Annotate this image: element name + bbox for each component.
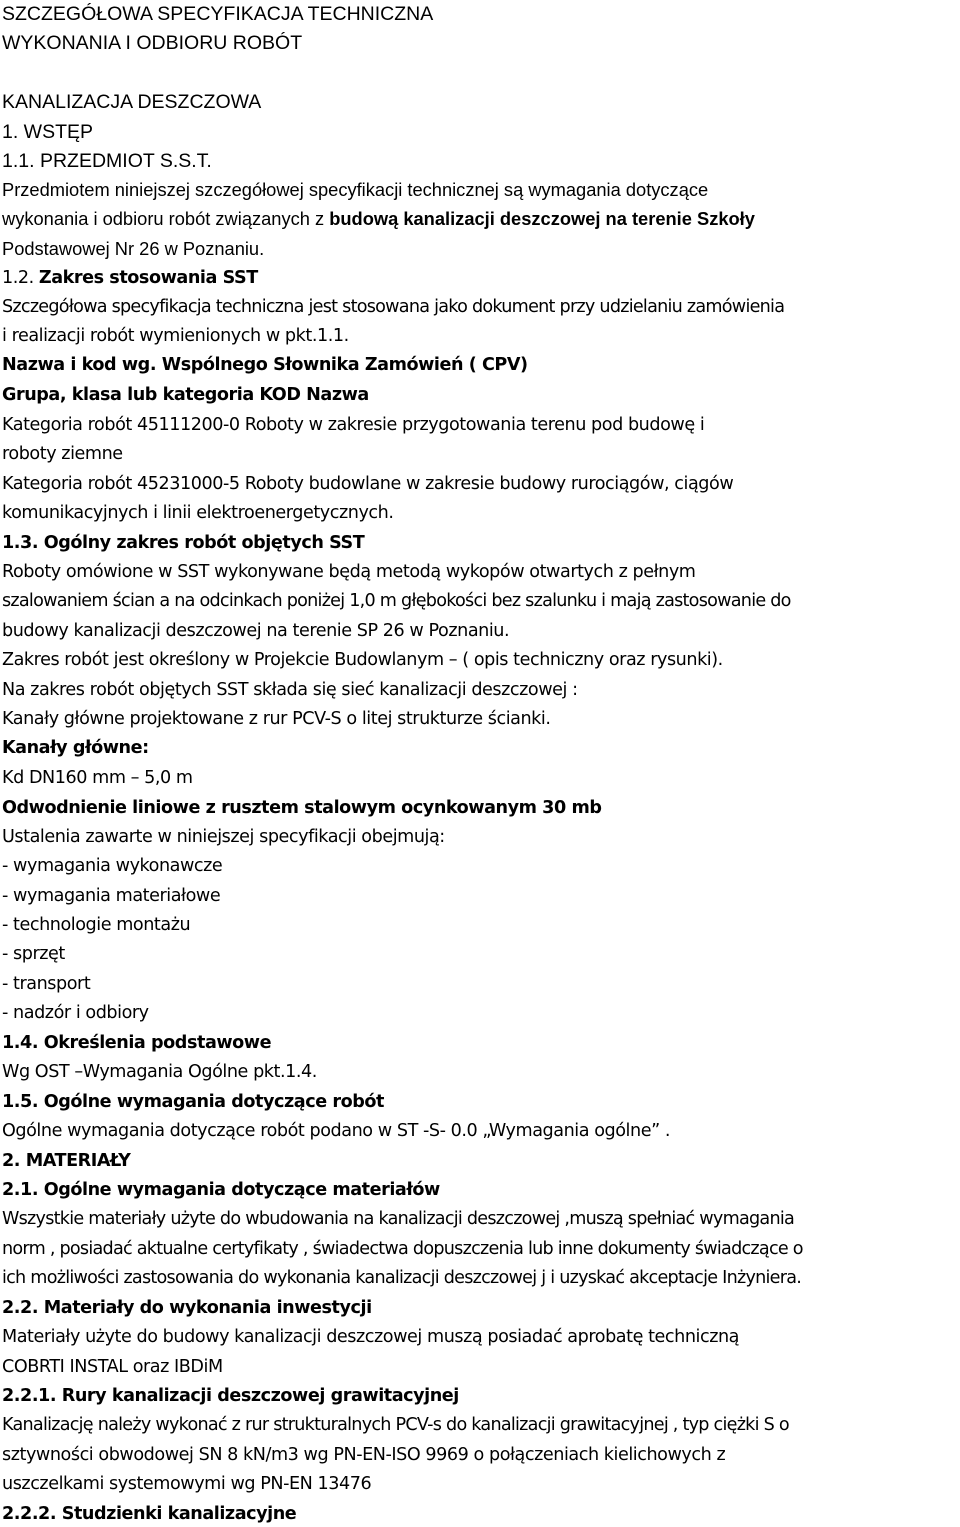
paragraph-1-emphasis: budową kanalizacji deszczowej na terenie Szkoły	[329, 208, 755, 229]
cpv-item-1-line-2: roboty ziemne	[2, 444, 123, 464]
main-channels-heading: Kanały główne:	[2, 738, 149, 758]
section-heading-2-2: 2.2. Materiały do wykonania inwestycji	[2, 1298, 372, 1318]
paragraph-2-line-1: Szczegółowa specyfikacja techniczna jest stosowana jako dokument przy udzielaniu zamówienia	[2, 297, 785, 317]
section-heading-1-1: 1.1. PRZEDMIOT S.S.T.	[2, 150, 212, 172]
paragraph-11-line-2: COBRTI INSTAL oraz IBDiM	[2, 1357, 223, 1377]
list-item: - wymagania materiałowe	[2, 886, 221, 906]
paragraph-11-line-1: Materiały użyte do budowy kanalizacji deszczowej muszą posiadać aprobatę techniczną	[2, 1327, 740, 1347]
list-item: - sprzęt	[2, 944, 65, 964]
section-heading-1-3: 1.3. Ogólny zakres robót objętych SST	[2, 533, 365, 553]
paragraph-10-line-3: ich możliwości zastosowania do wykonania kanalizacji deszczowej j i uzyskać akceptacje Inżyniera.	[2, 1268, 802, 1288]
list-item: - technologie montażu	[2, 915, 191, 935]
drainage-heading: Odwodnienie liniowe z rusztem stalowym ocynkowanym 30 mb	[2, 798, 602, 818]
paragraph-10-line-1: Wszystkie materiały użyte do wbudowania na kanalizacji deszczowej ,muszą spełniać wymagania	[2, 1209, 795, 1229]
paragraph-6: Kanały główne projektowane z rur PCV-S o litej strukturze ścianki.	[2, 709, 551, 729]
paragraph-3-line-2: szalowaniem ścian a na odcinkach poniżej 1,0 m głębokości bez szalunku i mają zastosowanie do	[2, 591, 791, 611]
paragraph-4: Zakres robót jest określony w Projekcie Budowlanym – ( opis techniczny oraz rysunki).	[2, 650, 723, 670]
document-title-line-1: SZCZEGÓŁOWA SPECYFIKACJA TECHNICZNA	[2, 3, 434, 25]
cpv-item-2-line-1: Kategoria robót 45231000-5 Roboty budowlane w zakresie budowy rurociągów, ciągów	[2, 474, 734, 494]
cpv-group-heading: Grupa, klasa lub kategoria KOD Nazwa	[2, 385, 369, 405]
cpv-heading: Nazwa i kod wg. Wspólnego Słownika Zamówień ( CPV)	[2, 355, 528, 375]
cpv-item-1-line-1: Kategoria robót 45111200-0 Roboty w zakresie przygotowania terenu pod budowę i	[2, 415, 705, 435]
paragraph-1-line-3: Podstawowej Nr 26 w Poznaniu.	[2, 238, 265, 259]
paragraph-12-line-3: uszczelkami systemowymi wg PN-EN 13476	[2, 1474, 372, 1494]
section-heading-2-2-2: 2.2.2. Studzienki kanalizacyjne	[2, 1504, 297, 1524]
list-item: - nadzór i odbiory	[2, 1003, 149, 1023]
main-channel-spec: Kd DN160 mm – 5,0 m	[2, 768, 193, 788]
document-title-line-2: WYKONANIA I ODBIORU ROBÓT	[2, 32, 303, 54]
cpv-item-2-line-2: komunikacyjnych i linii elektroenergetycznych.	[2, 503, 394, 523]
paragraph-1-line-2	[2, 210, 755, 228]
paragraph-1-text: wykonania i odbioru robót związanych z	[2, 208, 330, 229]
paragraph-10-line-2: norm , posiadać aktualne certyfikaty , świadectwa dopuszczenia lub inne dokumenty świadczące o	[2, 1239, 803, 1259]
section-heading-1: 1. WSTĘP	[2, 121, 94, 143]
paragraph-12-line-2: sztywności obwodowej SN 8 kN/m3 wg PN-EN-ISO 9969 o połączeniach kielichowych z	[2, 1445, 726, 1465]
list-item: - wymagania wykonawcze	[2, 856, 223, 876]
paragraph-3-line-1: Roboty omówione w SST wykonywane będą metodą wykopów otwartych z pełnym	[2, 562, 696, 582]
paragraph-9: Ogólne wymagania dotyczące robót podano w ST -S- 0.0 „Wymagania ogólne” .	[2, 1121, 671, 1141]
section-heading-1-5: 1.5. Ogólne wymagania dotyczące robót	[2, 1092, 384, 1112]
paragraph-2-line-2: i realizacji robót wymienionych w pkt.1.1.	[2, 326, 349, 346]
section-title: Zakres stosowania SST	[38, 268, 258, 288]
section-heading-2-1: 2.1. Ogólne wymagania dotyczące materiałów	[2, 1180, 440, 1200]
section-heading-2: 2. MATERIAŁY	[2, 1151, 131, 1171]
paragraph-8: Wg OST –Wymagania Ogólne pkt.1.4.	[2, 1062, 317, 1082]
document-subject: KANALIZACJA DESZCZOWA	[2, 91, 262, 113]
paragraph-1-line-1: Przedmiotem niniejszej szczegółowej specyfikacji technicznej są wymagania dotyczące	[2, 179, 709, 200]
section-heading-2-2-1: 2.2.1. Rury kanalizacji deszczowej grawitacyjnej	[2, 1386, 459, 1406]
paragraph-3-line-3: budowy kanalizacji deszczowej na terenie SP 26 w Poznaniu.	[2, 621, 510, 641]
paragraph-7: Ustalenia zawarte w niniejszej specyfikacji obejmują:	[2, 827, 445, 847]
section-heading-1-2	[2, 270, 258, 288]
section-heading-1-4: 1.4. Określenia podstawowe	[2, 1033, 272, 1053]
paragraph-12-line-1: Kanalizację należy wykonać z rur strukturalnych PCV-s do kanalizacji grawitacyjnej , typ ciężki S o	[2, 1415, 789, 1435]
list-item: - transport	[2, 974, 91, 994]
section-number: 1.2.	[2, 268, 39, 288]
paragraph-5: Na zakres robót objętych SST składa się sieć kanalizacji deszczowej :	[2, 680, 578, 700]
